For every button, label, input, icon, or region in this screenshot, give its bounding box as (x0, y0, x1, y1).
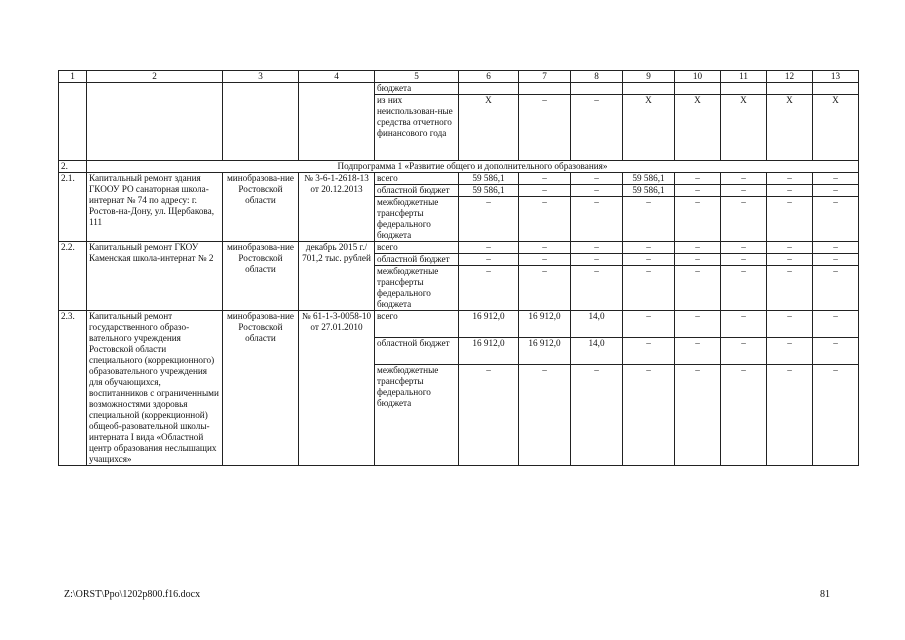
funding-source: межбюджетные трансферты федерального бюджета (375, 266, 459, 311)
value-cell: X (459, 95, 519, 161)
item-number: 2.2. (59, 242, 87, 311)
value-cell: – (813, 337, 859, 364)
value-cell: – (623, 311, 675, 338)
col-num: 10 (675, 71, 721, 83)
value-cell: – (519, 173, 571, 185)
value-cell: – (519, 242, 571, 254)
value-cell: 59 586,1 (623, 173, 675, 185)
column-number-row (59, 71, 859, 83)
subprogram-title: Подпрограмма 1 «Развитие общего и дополнительного образования» (87, 161, 859, 173)
document: декабрь 2015 г./ 701,2 тыс. рублей (299, 242, 375, 311)
value-cell: – (813, 254, 859, 266)
value-cell: – (767, 185, 813, 197)
value-cell: – (813, 185, 859, 197)
value-cell: – (675, 173, 721, 185)
value-cell: – (623, 266, 675, 311)
value-cell: – (767, 197, 813, 242)
value-cell: – (623, 242, 675, 254)
value-cell: – (571, 197, 623, 242)
item-name: Капитальный ремонт государственного образо-вательного учреждения Ростовской области специального (коррекционного) образовательного учреждения для обучающихся, воспитанников с ограниченными возможностями здоровья специальной (коррекционной) общеоб-разовательной школы-интерната I вида «Областной центр образования неслышащих учащихся» (87, 311, 223, 466)
item-number: 2.1. (59, 173, 87, 242)
value-cell: – (813, 242, 859, 254)
item-number: 2.3. (59, 311, 87, 466)
value-cell: – (721, 173, 767, 185)
value-cell: – (459, 364, 519, 465)
value-cell: 59 586,1 (459, 185, 519, 197)
col-num: 1 (59, 71, 87, 83)
value-cell: – (767, 242, 813, 254)
value-cell: – (519, 254, 571, 266)
value-cell: 16 912,0 (459, 311, 519, 338)
col-num: 4 (299, 71, 375, 83)
value-cell: – (571, 364, 623, 465)
funding-source: областной бюджет (375, 337, 459, 364)
value-cell: 59 586,1 (459, 173, 519, 185)
value-cell: – (571, 266, 623, 311)
value-cell: – (519, 185, 571, 197)
value-cell: – (675, 242, 721, 254)
value-cell: 59 586,1 (623, 185, 675, 197)
value-cell: 16 912,0 (459, 337, 519, 364)
value-cell: X (813, 95, 859, 161)
value-cell: – (813, 311, 859, 338)
value-cell: 16 912,0 (519, 337, 571, 364)
continuation-row (59, 83, 859, 95)
funding-source: всего (375, 242, 459, 254)
funding-source: бюджета (375, 83, 459, 95)
col-num: 11 (721, 71, 767, 83)
value-cell: – (623, 364, 675, 465)
value-cell: – (813, 266, 859, 311)
value-cell: – (675, 185, 721, 197)
value-cell: – (767, 254, 813, 266)
value-cell: – (623, 254, 675, 266)
value-cell: – (571, 95, 623, 161)
value-cell: X (721, 95, 767, 161)
value-cell: – (623, 197, 675, 242)
value-cell: – (459, 242, 519, 254)
funding-source: межбюджетные трансферты федерального бюджета (375, 364, 459, 465)
value-cell: – (767, 337, 813, 364)
value-cell: – (813, 364, 859, 465)
value-cell: – (721, 197, 767, 242)
value-cell: – (813, 173, 859, 185)
value-cell: – (721, 242, 767, 254)
value-cell: – (519, 95, 571, 161)
file-path: Z:\ORST\Ppo\1202p800.f16.docx (64, 589, 201, 600)
col-num: 5 (375, 71, 459, 83)
col-num: 9 (623, 71, 675, 83)
value-cell: – (571, 185, 623, 197)
executor: минобразова-ние Ростовской области (223, 173, 299, 242)
value-cell: – (767, 311, 813, 338)
document: № 61-1-3-0058-10 от 27.01.2010 (299, 311, 375, 466)
budget-table (58, 70, 859, 466)
value-cell: – (675, 266, 721, 311)
value-cell: 14,0 (571, 311, 623, 338)
value-cell: 14,0 (571, 337, 623, 364)
value-cell: – (459, 197, 519, 242)
value-cell: – (675, 197, 721, 242)
document: № 3-6-1-2618-13 от 20.12.2013 (299, 173, 375, 242)
value-cell: – (767, 173, 813, 185)
value-cell: – (459, 254, 519, 266)
col-num: 3 (223, 71, 299, 83)
value-cell: – (571, 242, 623, 254)
value-cell: – (571, 254, 623, 266)
value-cell: – (675, 364, 721, 465)
item-name: Капитальный ремонт здания ГКООУ РО санаторная школа-интернат № 74 по адресу: г. Ростов-на-Дону, ул. Щербакова, 111 (87, 173, 223, 242)
value-cell: X (767, 95, 813, 161)
col-num: 2 (87, 71, 223, 83)
page-number: 81 (820, 589, 830, 600)
value-cell: – (721, 266, 767, 311)
value-cell: 16 912,0 (519, 311, 571, 338)
col-num: 8 (571, 71, 623, 83)
value-cell: – (767, 364, 813, 465)
funding-source: из них неиспользован-ные средства отчетного финансового года (375, 95, 459, 161)
executor: минобразова-ние Ростовской области (223, 311, 299, 466)
col-num: 12 (767, 71, 813, 83)
subprogram-number: 2. (59, 161, 87, 173)
col-num: 7 (519, 71, 571, 83)
table-row (59, 242, 859, 254)
funding-source: областной бюджет (375, 254, 459, 266)
funding-source: межбюджетные трансферты федерального бюджета (375, 197, 459, 242)
value-cell: – (675, 337, 721, 364)
funding-source: областной бюджет (375, 185, 459, 197)
value-cell: – (813, 197, 859, 242)
value-cell: X (675, 95, 721, 161)
value-cell: – (519, 197, 571, 242)
table-row (59, 311, 859, 338)
value-cell: – (721, 311, 767, 338)
col-num: 6 (459, 71, 519, 83)
value-cell: X (623, 95, 675, 161)
col-num: 13 (813, 71, 859, 83)
value-cell: – (721, 364, 767, 465)
value-cell: – (519, 364, 571, 465)
executor: минобразова-ние Ростовской области (223, 242, 299, 311)
value-cell: – (675, 311, 721, 338)
value-cell: – (767, 266, 813, 311)
funding-source: всего (375, 173, 459, 185)
value-cell: – (459, 266, 519, 311)
value-cell: – (721, 254, 767, 266)
funding-source: всего (375, 311, 459, 338)
table-row (59, 173, 859, 185)
value-cell: – (519, 266, 571, 311)
value-cell: – (721, 185, 767, 197)
subprogram-row (59, 161, 859, 173)
value-cell: – (571, 173, 623, 185)
item-name: Капитальный ремонт ГКОУ Каменская школа-интернат № 2 (87, 242, 223, 311)
value-cell: – (623, 337, 675, 364)
value-cell: – (675, 254, 721, 266)
value-cell: – (721, 337, 767, 364)
